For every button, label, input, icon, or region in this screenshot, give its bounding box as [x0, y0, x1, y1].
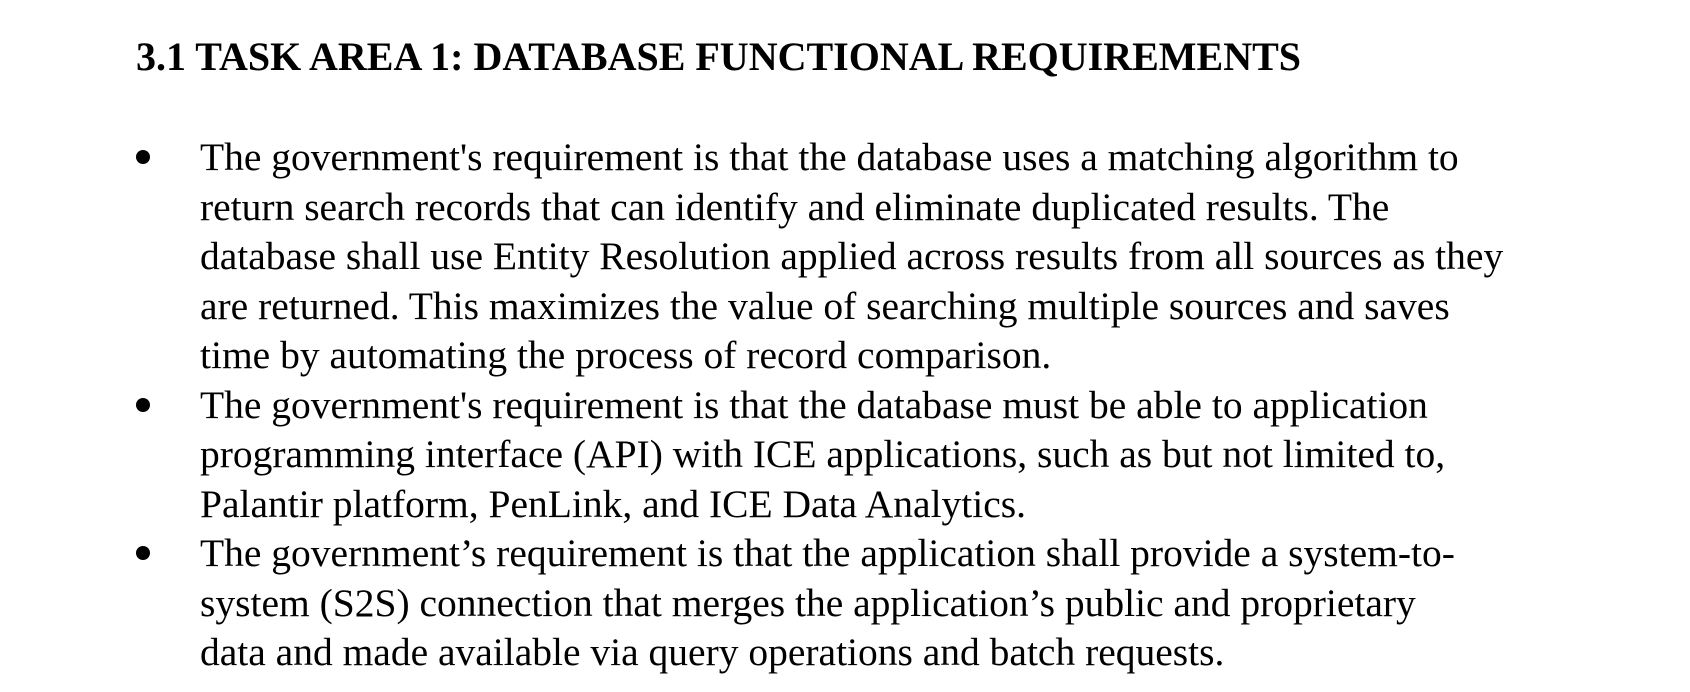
requirement-item-1 — [136, 133, 1690, 381]
section-heading: 3.1 TASK AREA 1: DATABASE FUNCTIONAL REQUIREMENTS — [136, 34, 1302, 79]
requirement-line: return search records that can identify and eliminate duplicated results. The — [200, 184, 1390, 229]
requirement-line: The government's requirement is that the database must be able to application — [200, 382, 1428, 427]
requirement-line: The government's requirement is that the database uses a matching algorithm to — [200, 135, 1459, 179]
requirement-line: database shall use Entity Resolution applied across results from all sources as they — [200, 234, 1504, 278]
bullet-icon — [136, 546, 150, 560]
requirement-line: Palantir platform, PenLink, and ICE Data Analytics. — [200, 481, 1027, 526]
bullet-icon — [136, 150, 150, 164]
requirement-line: data and made available via query operations and batch requests. — [200, 630, 1225, 674]
requirement-line: programming interface (API) with ICE applications, such as but not limited to, — [200, 432, 1446, 476]
bullet-icon — [136, 398, 150, 412]
requirement-item-3 — [136, 529, 1690, 678]
requirements-list — [136, 133, 1690, 678]
requirement-item-2 — [136, 381, 1690, 530]
requirement-line: system (S2S) connection that merges the application’s public and proprietary — [200, 580, 1416, 625]
requirement-line: time by automating the process of record comparison. — [200, 333, 1052, 377]
requirement-line: are returned. This maximizes the value of searching multiple sources and saves — [200, 283, 1450, 328]
requirement-line: The government’s requirement is that the application shall provide a system-to- — [200, 531, 1455, 575]
